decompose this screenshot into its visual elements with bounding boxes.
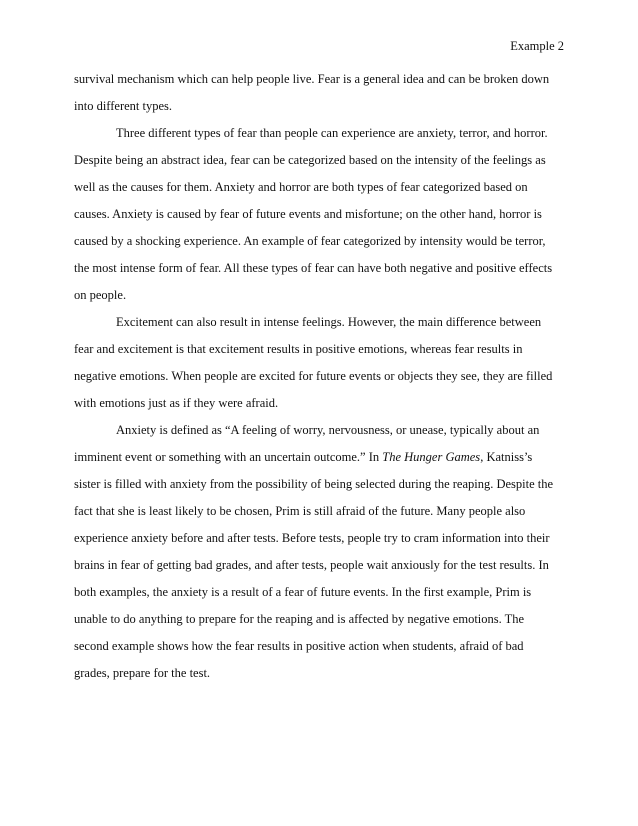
paragraph-line: fact that she is least likely to be chosen, Prim is still afraid of the future. Many people also [74, 504, 526, 518]
paragraph-line: causes. Anxiety is caused by fear of future events and misfortune; on the other hand, horror is [74, 207, 542, 221]
paragraph-line: the most intense form of fear. All these types of fear can have both negative and positive effects [74, 261, 553, 275]
paragraph-line: brains in fear of getting bad grades, and after tests, people wait anxiously for the test results. In [74, 558, 549, 572]
paragraph-line: Excitement can also result in intense feelings. However, the main difference between [116, 315, 542, 329]
paragraph-line: on people. [74, 288, 127, 302]
paragraph-line: Despite being an abstract idea, fear can be categorized based on the intensity of the feelings as [74, 153, 546, 167]
paragraph-line: well as the causes for them. Anxiety and horror are both types of fear categorized based on [74, 180, 528, 194]
paragraph-line: fear and excitement is that excitement results in positive emotions, whereas fear results in [74, 342, 523, 356]
paragraph-line: negative emotions. When people are excited for future events or objects they see, they are filled [74, 369, 553, 383]
paragraph-line: sister is filled with anxiety from the possibility of being selected during the reaping. Despite the [74, 477, 554, 491]
line-text: imminent event or something with an uncertain outcome.” In [74, 450, 383, 464]
paragraph-line: into different types. [74, 99, 173, 113]
book-title: The Hunger Games [382, 450, 481, 464]
paragraph-line: grades, prepare for the test. [74, 666, 211, 680]
running-head: Example 2 [510, 39, 564, 53]
paragraph-line-with-title [74, 444, 566, 471]
paragraph-line: with emotions just as if they were afraid. [74, 396, 279, 410]
paragraph-line: unable to do anything to prepare for the reaping and is affected by negative emotions. The [74, 612, 525, 626]
paragraph-line: Three different types of fear than people can experience are anxiety, terror, and horror. [116, 126, 548, 140]
paragraph-line: survival mechanism which can help people live. Fear is a general idea and can be broken down [74, 72, 550, 86]
paragraph-line: both examples, the anxiety is a result of a fear of future events. In the first example, Prim is [74, 585, 532, 599]
paragraph-line: experience anxiety before and after tests. Before tests, people try to cram information into their [74, 531, 550, 545]
body-text [74, 66, 566, 687]
paragraph-line: second example shows how the fear results in positive action when students, afraid of bad [74, 639, 524, 653]
paragraph-line: Anxiety is defined as “A feeling of worry, nervousness, or unease, typically about an [116, 423, 540, 437]
line-text: , Katniss’s [480, 450, 533, 464]
paragraph-line: caused by a shocking experience. An example of fear categorized by intensity would be terror, [74, 234, 546, 248]
